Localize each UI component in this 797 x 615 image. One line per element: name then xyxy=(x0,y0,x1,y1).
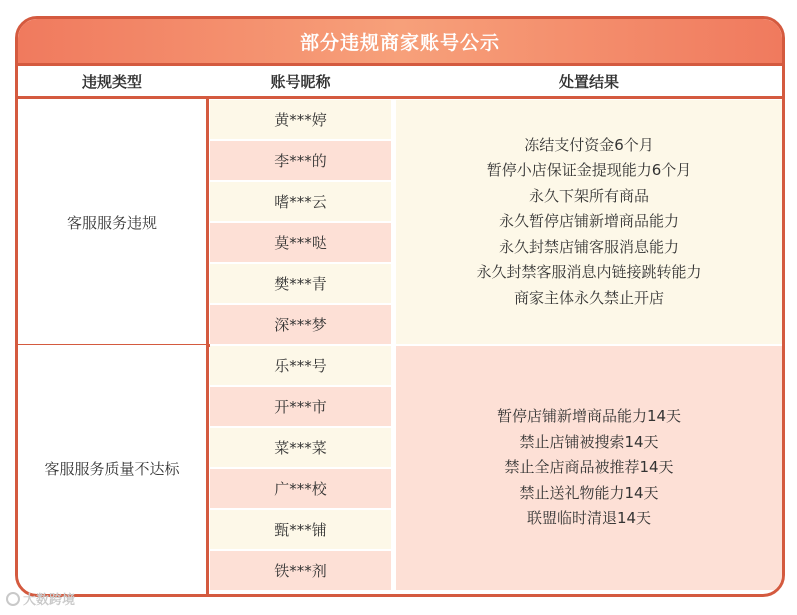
violation-table-card xyxy=(15,16,785,597)
account-name-cell: 甄***铺 xyxy=(210,510,391,549)
account-name-cell: 菜***菜 xyxy=(210,428,391,467)
result-line: 永久封禁客服消息内链接跳转能力 xyxy=(476,263,702,282)
header-violation-type: 违规类型 xyxy=(81,72,142,91)
table-title: 部分违规商家账号公示 xyxy=(18,19,782,63)
account-name-cell: 黄***婷 xyxy=(210,100,391,139)
violation-type-cell: 客服服务违规 xyxy=(18,99,206,345)
result-line: 暂停店铺新增商品能力14天 xyxy=(496,407,682,426)
result-line: 永久下架所有商品 xyxy=(528,186,649,205)
column-divider xyxy=(206,99,209,594)
result-block xyxy=(396,100,782,344)
result-line: 联盟临时清退14天 xyxy=(526,509,652,528)
account-name-cell: 乐***号 xyxy=(210,346,391,385)
result-line: 暂停小店保证金提现能力6个月 xyxy=(486,161,692,180)
violation-type-cell: 客服服务质量不达标 xyxy=(18,345,206,591)
result-line: 永久封禁店铺客服消息能力 xyxy=(498,237,679,256)
result-line: 冻结支付资金6个月 xyxy=(524,135,654,154)
account-name-cell: 李***的 xyxy=(210,141,391,180)
account-name-cell: 深***梦 xyxy=(210,305,391,344)
result-block xyxy=(396,346,782,590)
result-line: 商家主体永久禁止开店 xyxy=(513,288,664,307)
account-name-cell: 开***市 xyxy=(210,387,391,426)
account-name-cell: 铁***剂 xyxy=(210,551,391,590)
watermark-logo-icon xyxy=(6,592,20,606)
result-line: 禁止店铺被搜索14天 xyxy=(519,432,659,451)
result-line: 永久暂停店铺新增商品能力 xyxy=(498,212,679,231)
watermark xyxy=(6,589,75,608)
account-name-cell: 广***校 xyxy=(210,469,391,508)
header-account-name: 账号昵称 xyxy=(270,72,331,91)
watermark-text: 大数跨境 xyxy=(23,593,76,608)
account-name-cell: 樊***青 xyxy=(210,264,391,303)
result-line: 禁止全店商品被推荐14天 xyxy=(504,458,674,477)
account-name-cell: 莫***哒 xyxy=(210,223,391,262)
header-result: 处置结果 xyxy=(558,72,619,91)
table-header-row xyxy=(18,63,782,99)
account-name-cell: 嗜***云 xyxy=(210,182,391,221)
result-line: 禁止送礼物能力14天 xyxy=(519,483,659,502)
